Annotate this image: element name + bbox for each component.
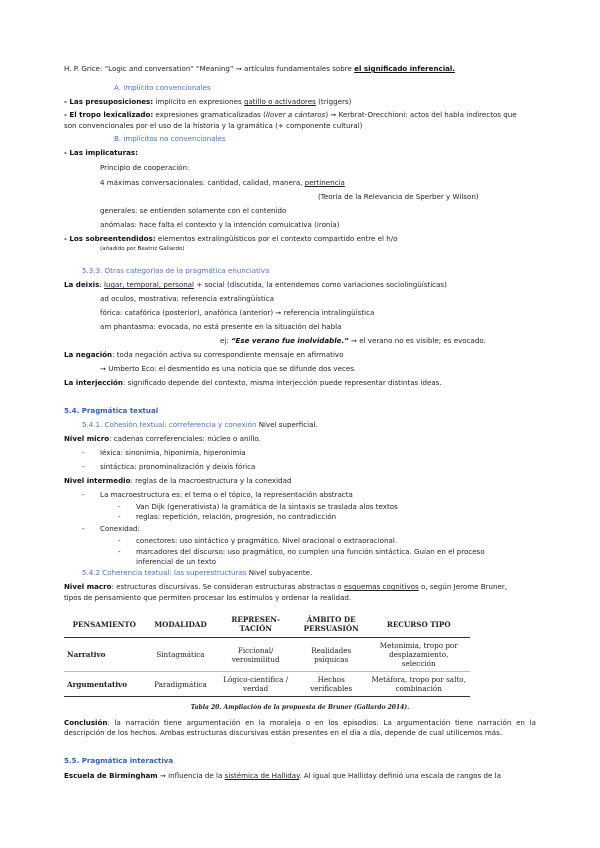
presuppositions-line: - Las presuposiciones: implícito en expresiones gatillo o activadores (triggers) [64,97,352,106]
list-item: - [118,547,121,556]
table-cell: Argumentativo [64,672,145,697]
negation-line: La negación: toda negación activa su correspondiente mensaje en afirmativo [64,350,344,359]
macro-level-line: Nivel macro: estructuras discursivas. Se consideran estructuras abstractas o esquemas cognitivos o, según Jerome Bruner, [64,582,508,591]
list-item-text: sintáctica: pronominalización y deixis fórica [100,462,256,471]
table-cell: Metáfora, tropo por salto, combinación [367,672,470,697]
implicatures-heading: - Las implicaturas: [64,148,138,157]
subheading-non-conventional: B. implícitos no convencionales [114,134,226,143]
table-cell: Narrativo [64,638,145,672]
table-header: RECURSO TIPO [367,611,470,638]
eco-line: ➞ Umberto Eco: el desmentido es una noticia que se difunde dos veces. [100,364,357,373]
macro-level-cont: tipos de pensamiento que permiten procesar los estímulos y ordenar la realidad. [64,593,352,602]
list-item: - [82,490,85,499]
deixis-ad-oculos: ad oculos, mostrativa: referencia extralingüística [100,294,274,303]
section-5-3-3-heading: 5.3.3. Otras categorías de la pragmática enunciativa [82,266,270,275]
list-item-text: Conexidad: [100,524,140,533]
cooperation-principle: Principio de cooperación: [100,163,190,172]
added-by-note: (añadido por Beatriz Gallardo) [100,246,185,252]
list-item-text: La macroestructura es: el tema o el tópico, la representación abstracta [100,490,353,499]
table-caption: Tabla 20. Ampliación de la propuesta de Bruner (Gallardo 2014). [190,704,410,711]
deixis-am-phantasma: am phantasma: evocada, no está presente en la situación del habla [100,322,342,331]
deixis-example: ej: “Ese verano fue inolvidable.” ➞ el verano no es visible; es evocado. [220,336,486,345]
lexicalized-trope-cont: son convencionales por el uso de la historia y la gramática (+ componente cultural) [64,121,363,130]
list-item: - [82,448,85,457]
table-cell: Lógico-científica / verdad [216,672,295,697]
section-5-4-1-heading: 5.4.1. Cohesión textual: correferencia y conexión Nivel superficial. [82,420,318,429]
maxims-line: 4 máximas conversacionales: cantidad, calidad, manera, pertinencia [100,178,345,187]
list-item-text: Van Dijk (generativista) la gramática de la sintaxis se traslada alos textos [136,502,398,511]
table-header: MODALIDAD [145,611,217,638]
list-item: - [82,462,85,471]
deixis-line: La deixis: lugar, temporal, personal + social (discutida, la entendemos como variaciones sociolingüísticas) [64,280,447,289]
intermediate-level-line: Nivel intermedio: reglas de la macroestructura y la conexidad [64,476,292,485]
subheading-conventional: A. implícito convencionales [114,83,211,92]
table-header: ÁMBITO DE PERSUASIÓN [295,611,367,638]
relevance-theory-note: (Teoría de la Relevancia de Sperber y Wilson) [318,192,479,201]
intro-text: H. P. Grice: “Logic and conversation” “Meaning” ➞ artículos fundamentales sobre [64,64,355,73]
table-cell: Sintagmática [145,638,217,672]
list-item: - [118,536,121,545]
section-5-4-heading: 5.4. Pragmática textual [64,406,159,415]
list-item-text: léxica: sinonimia, hiponimia, hiperonimia [100,448,246,457]
section-5-4-2-heading: 5.4.2 Coherencia textual: las superestructuras Nivel subyacente. [82,568,313,577]
micro-level-line: Nivel micro: cadenas correferenciales: núcleo o anillo. [64,434,261,443]
section-5-5-heading: 5.5. Pragmática interactiva [64,756,174,765]
sobreentendidos-line: - Los sobreentendidos: elementos extralingüísticos por el contexto compartido entre el h/o [64,234,398,243]
table-cell: Metonimia, tropo por desplazamiento, selección [367,638,470,672]
list-item: - [118,512,121,521]
birmingham-line: Escuela de Birmingham ➞ influencia de la sistémica de Halliday. Al igual que Halliday definió una escala de rangos de la [64,771,501,780]
inferential-meaning-highlight: el significado inferencial. [354,64,456,73]
table-row [64,638,470,672]
anomalous-implicatures: anómalas: hace falta el contexto y la intención comuicativa (ironía) [100,220,340,229]
list-item-text: marcadores del discurso: uso pragmático, no cumplen una función sintáctica. Guían en el proceso [136,547,485,556]
conclusion-paragraph: Conclusión: la narración tiene argumentación en la moraleja o en los episodios. La argumentación tiene narración en la descripción de los hechos. Ambas estructuras discursivas están presentes en el día a día, depende de cual utilicemos más. [64,718,536,737]
list-item: - [118,502,121,511]
deixis-forica: fórica: catafórica (posterior), anafórica (anterior) ➞ referencia intralingüística [100,308,375,317]
table-row [64,672,470,697]
list-item-text: conectores: uso sintáctico y pragmático. Nivel oracional o extraoracional. [136,536,398,545]
table-cell: Paradigmática [145,672,217,697]
list-item-text-cont: inferencial de un texto [136,557,217,566]
table-cell: Realidades psíquicas [295,638,367,672]
interjection-line: La interjección: significado depende del contexto, misma interjección puede representar distintas ideas. [64,378,442,387]
list-item: - [82,524,85,533]
lexicalized-trope-line: - El tropo lexicalizado: expresiones gramaticalizadas (llover a cántaros) ➞ Kerbrat-Orecchioni: actos del habla indirectos que [64,110,517,119]
table-header-row [64,611,470,638]
intro-line [64,64,455,74]
table-cell: Hechos verificables [295,672,367,697]
table-header: REPRESEN- TACIÓN [216,611,295,638]
list-item-text: reglas: repetición, relación, progresión, no contradicción [136,512,337,521]
table-header: PENSAMIENTO [64,611,145,638]
table-cell: Ficcional/ verosimilitud [216,638,295,672]
general-implicatures: generales: se entienden solamente con el contenido [100,206,287,215]
bruner-table [64,611,470,697]
